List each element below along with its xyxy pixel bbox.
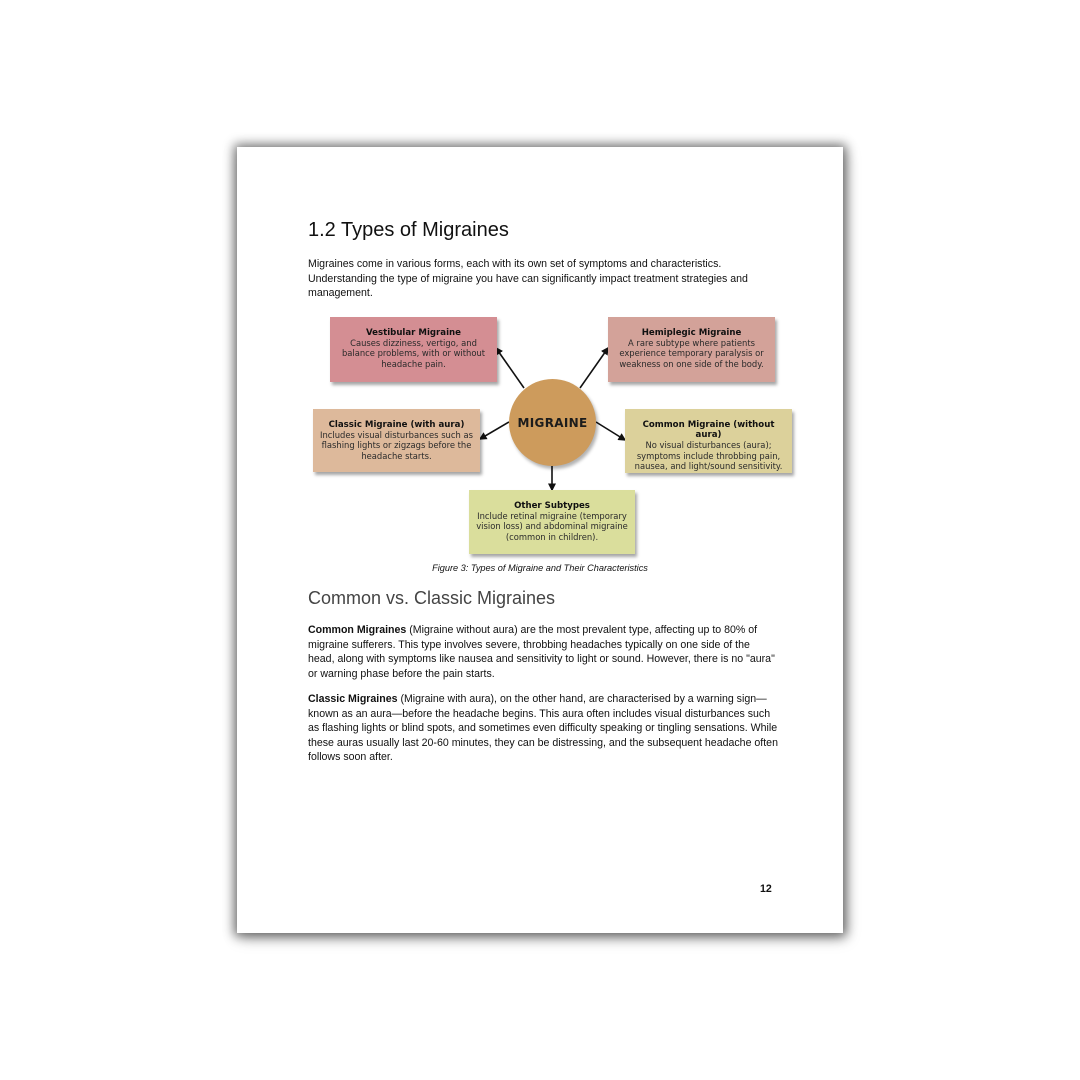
box-title: Hemiplegic Migraine: [641, 328, 742, 338]
box-title: Other Subtypes: [514, 501, 590, 511]
box-title: Vestibular Migraine: [365, 328, 461, 338]
box-description: No visual disturbances (aura); symptoms include throbbing pain, nausea, and light/sound sensitivity.: [634, 440, 783, 471]
classic-migraines-paragraph: [308, 692, 778, 765]
box-description: Causes dizziness, vertigo, and balance problems, with or without headache pain.: [341, 338, 486, 369]
subheading: Common vs. Classic Migraines: [308, 588, 556, 608]
other-subtypes-box: [469, 490, 635, 554]
paragraph-text: (Migraine with aura), on the other hand, are characterised by a warning sign—known as an aura—before the headache begins. This aura often includes visual disturbances such as flashing lights or blind spots, and sometimes even difficulty speaking or tingling sensations. While these auras usually last 20-60 minutes, they can be distressing, and the subsequent headache often follows soon after.: [308, 693, 778, 764]
arrow-to-vestibular: [496, 348, 524, 388]
common-migraine-box: [625, 409, 792, 473]
box-description: A rare subtype where patients experience temporary paralysis or weakness on one side of the body.: [619, 338, 764, 369]
paragraph-lead: Common Migraines: [308, 624, 407, 636]
migraine-center-node: MIGRAINE: [509, 379, 596, 466]
paragraph-text: (Migraine without aura) are the most prevalent type, affecting up to 80% of migraine sufferers. This type involves severe, throbbing headaches typically on one side of the head, along with symptoms like nausea and sensitivity to light or sound. However, there is no "aura" or warning phase before the pain starts.: [308, 624, 775, 680]
common-migraines-paragraph: [308, 623, 778, 681]
page-number: 12: [760, 883, 772, 895]
migraine-types-diagram: [237, 147, 843, 573]
arrow-to-common: [596, 422, 625, 440]
vestibular-migraine-box: [330, 317, 497, 382]
intro-paragraph: Migraines come in various forms, each with its own set of symptoms and characteristics. Understanding the type of migraine you have can significantly impact treatment strategies and management.: [308, 258, 748, 300]
box-description: Includes visual disturbances such as flashing lights or zigzags before the headache starts.: [320, 430, 473, 461]
hemiplegic-migraine-box: [608, 317, 775, 382]
paragraph-lead: Classic Migraines: [308, 693, 398, 705]
box-title: Classic Migraine (with aura): [328, 420, 465, 430]
document-page: [237, 147, 843, 933]
classic-migraine-box: [313, 409, 480, 472]
box-title: Common Migraine (without aura): [642, 420, 775, 441]
box-description: Include retinal migraine (temporary vision loss) and abdominal migraine (common in children).: [476, 511, 628, 542]
figure-caption: Figure 3: Types of Migraine and Their Characteristics: [432, 563, 648, 573]
section-title: 1.2 Types of Migraines: [308, 219, 509, 241]
arrow-to-classic: [480, 422, 509, 439]
arrow-to-hemiplegic: [580, 348, 608, 388]
